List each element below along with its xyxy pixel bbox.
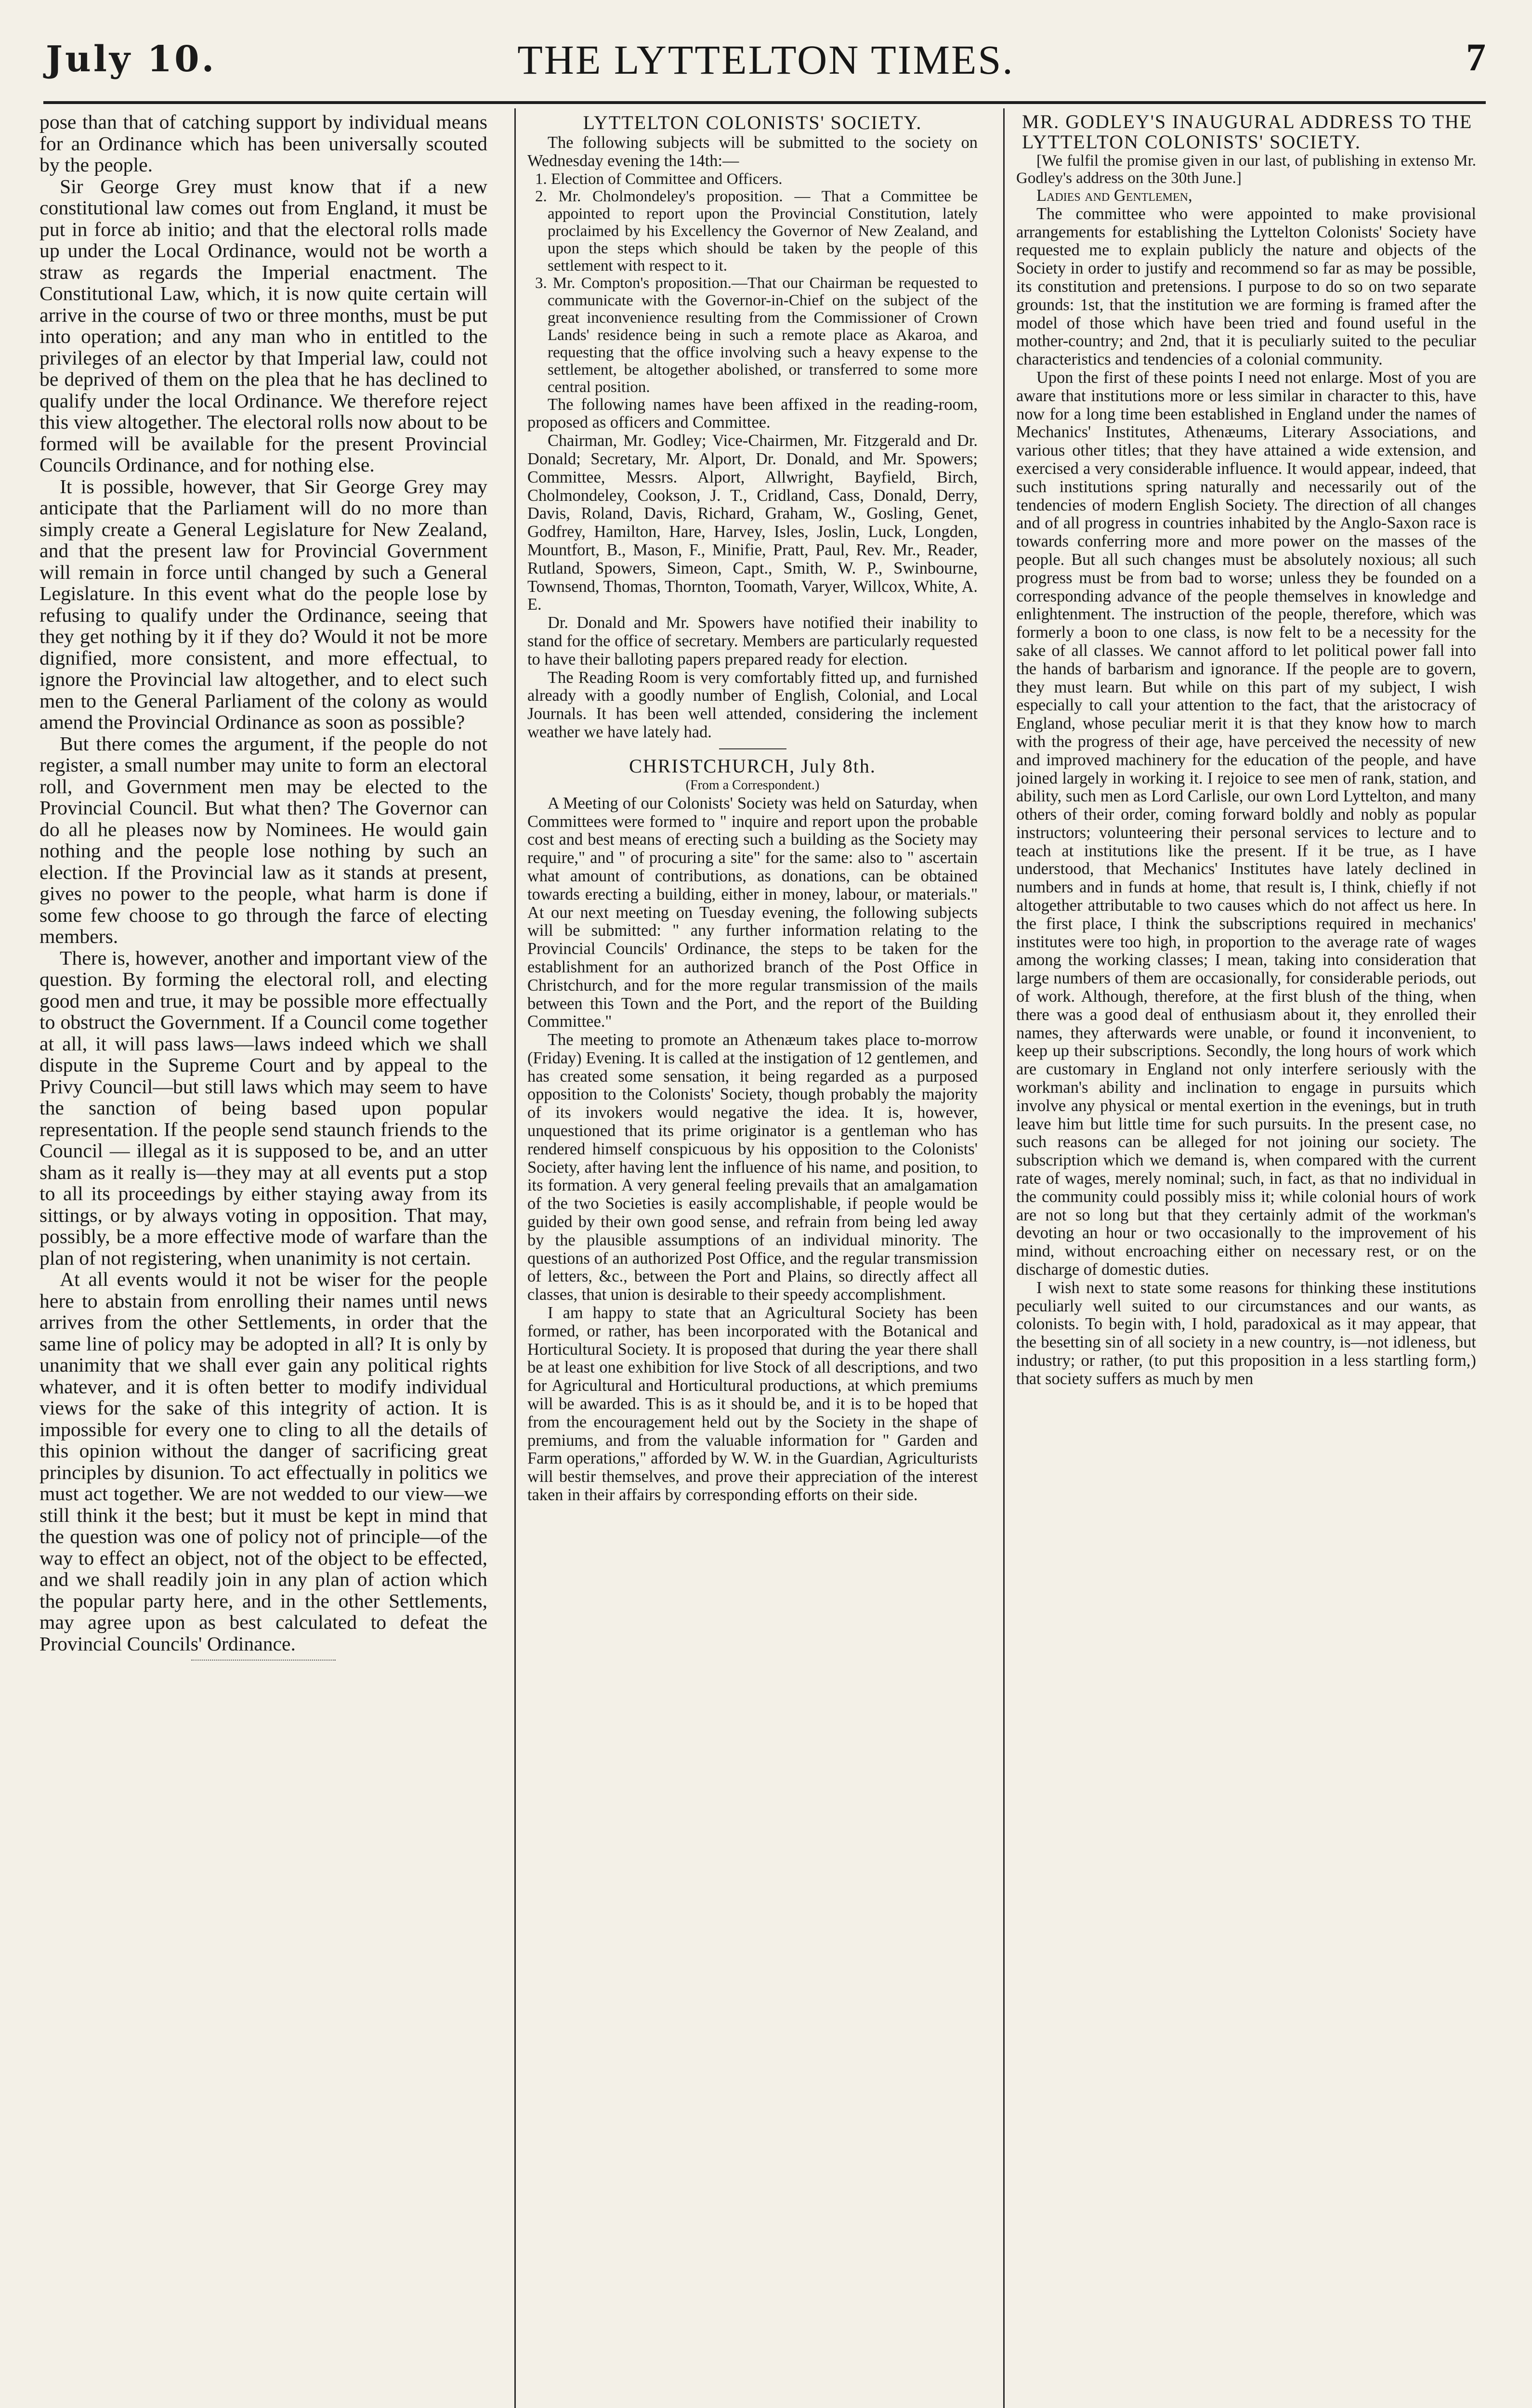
article-paragraph: I wish next to state some reasons for thinking these institutions peculiarly well suited to our circumstances and our wants, as colonists. To begin with, I hold, paradoxical as it may appear, that the besetting sin of all society in a new country, is—not idleness, but industry; or rather, (to put this proposition in a less startling form,) that society suffers as much by men bbox=[1016, 1278, 1476, 1388]
masthead bbox=[46, 34, 1486, 92]
article-paragraph: The following names have been affixed in the reading-room, proposed as officers and Committee. bbox=[527, 395, 978, 432]
article-paragraph: At all events would it not be wiser for the people here to abstain from enrolling their names until news arrives from the other Settlements, in order that the same line of policy may be adopted in all? It is only by unanimity that we shall ever gain any political rights whatever, and it is often better to modify individual views for the sake of this integrity of action. It is impossible for every one to cling to all the details of this opinion without the danger of sacrificing great principles by disunion. To act effectually in politics we must act together. We are not wedded to our view—we still think it the best; but it must be kept in mind that the question was one of policy not of principle—of the way to effect an object, not of the object to be effected, and we shall readily join in any plan of action which the popular party here, and in the other Settlements, may agree upon as best calculated to defeat the Provincial Councils' Ordinance. bbox=[39, 1269, 487, 1655]
article-paragraph: But there comes the argument, if the people do not register, a small number may unite to form an electoral roll, and Government men may be elected to the Provincial Council. But what then? The Governor can do all he pleases now by Nominees. He would gain nothing and the people lose nothing by such an election. If the Provincial law as it stands at present, gives no power to the people, what harm is done if some few choose to go through the farce of electing members. bbox=[39, 733, 487, 948]
article-paragraph: The meeting to promote an Athenæum takes place to-morrow (Friday) Evening. It is called at the instigation of 12 gentlemen, and has created some sensation, it being regarded as a purposed opposition to the Colonists' Society, though probably the majority of its invokers would negative the idea. It is, however, unquestioned that its prime originator is a gentleman who has rendered himself conspicuous by his opposition to the Colonists' Society, after having lent the influence of his name, and position, to its formation. A very general feeling prevails that an amalgamation of the two Societies is easily accomplishable, if people would be guided by their own good sense, and refrain from being led away by the plausible assumptions of an individual minority. The questions of an authorized Post Office, and the regular transmission of letters, &c., between the Port and Plains, so directly affect all classes, that union is desirable to their speedy accomplishment. bbox=[527, 1031, 978, 1304]
article-paragraph: The Reading Room is very comfortably fitted up, and furnished already with a goodly number of English, Colonial, and Local Journals. It has been well attended, considering the inclement weather we have lately had. bbox=[527, 668, 978, 741]
section-heading-godley-address: MR. GODLEY'S INAUGURAL ADDRESS TO THE LYTTELTON COLONISTS' SOCIETY. bbox=[1022, 112, 1473, 153]
agenda-item: 1. Election of Committee and Officers. bbox=[535, 170, 783, 188]
article-paragraph: Sir George Grey must know that if a new constitutional law comes out from England, it must be put in force ab initio; and that the electoral rolls made up under the Local Ordinance, would not be worth a straw as regards the Imperial enactment. The Constitutional Law, which, it is now quite certain will arrive in the course of two or three months, must be put into operation; and any man who in entitled to the privileges of an elector by that Imperial law, could not be deprived of them on the plea that he has declined to qualify under the local Ordinance. We therefore reject this view altogether. The electoral rolls now about to be formed will be available for the present Provincial Councils Ordinance, and for nothing else. bbox=[39, 175, 487, 476]
column-3 bbox=[1016, 112, 1476, 2408]
column-1 bbox=[39, 112, 487, 2408]
article-paragraph: pose than that of catching support by individual means for an Ordinance which has been universally scouted by the people. bbox=[39, 112, 487, 176]
section-heading-colonists-society: LYTTELTON COLONISTS' SOCIETY. bbox=[583, 112, 922, 133]
article-paragraph: It is possible, however, that Sir George Grey may anticipate that the Parliament will do no more than simply create a General Legislature for New Zealand, and that the present law for Provincial Government will remain in force until changed by such a General Legislature. In this event what do the people lose by refusing to qualify under the Ordinance, seeing that they get nothing by it if they do? Would it not be more dignified, more consistent, and more effectual, to ignore the Provincial law altogether, and to elect such men to the General Parliament of the colony as would amend the Provincial Ordinance as soon as possible? bbox=[39, 475, 487, 733]
correspondent-note: (From a Correspondent.) bbox=[685, 777, 820, 793]
society-intro: The following subjects will be submitted to the society on Wednesday evening the 14th:— bbox=[527, 133, 978, 170]
salutation: Ladies and Gentlemen, bbox=[1036, 186, 1192, 205]
article-paragraph: I am happy to state that an Agricultural Society has been formed, or rather, has been incorporated with the Botanical and Horticultural Society. It is proposed that during the year there shall be at least one exhibition for live Stock of all descriptions, and two for Agricultural and Horticultural productions, at which premiums will be awarded. This is as it should be, and it is to be hoped that from the encouragement held out by the Society in the shape of premiums, and from the valuable information for " Garden and Farm operations," afforded by W. W. in the Guardian, Agriculturists will bestir themselves, and prove their appreciation of the interest taken in their affairs by corresponding efforts on their side. bbox=[527, 1304, 978, 1505]
column-2 bbox=[527, 112, 978, 2408]
page-number: 7 bbox=[1466, 35, 1486, 79]
masthead-rule bbox=[43, 101, 1486, 104]
issue-date: July 10. bbox=[46, 39, 217, 80]
article-paragraph: Dr. Donald and Mr. Spowers have notified their inability to stand for the office of secretary. Members are particularly requested to have their balloting papers prepared ready for election. bbox=[527, 614, 978, 668]
column-divider-2 bbox=[1003, 108, 1005, 2408]
article-paragraph: Chairman, Mr. Godley; Vice-Chairmen, Mr. Fitzgerald and Dr. Donald; Secretary, Mr. Alport, Dr. Donald, and Mr. Spowers; Committee, Messrs. Alport, Allwright, Bayfield, Birch, Cholmondeley, Cookson, J. T., Cridland, Cass, Donald, Derry, Davis, Roland, Davis, Richard, Graham, W., Gosling, Genet, Godfrey, Hamilton, Hare, Harvey, Isles, Joslin, Luck, Longden, Mountfort, B., Mason, F., Minifie, Pratt, Paul, Rev. Mr., Reader, Rutland, Spowers, Simeon, Capt., Smith, W. P., Swinbourne, Townsend, Thomas, Thornton, Toomath, Varyer, Willcox, White, A. E. bbox=[527, 432, 978, 614]
article-paragraph: Upon the first of these points I need not enlarge. Most of you are aware that institutions more or less similar in character to this, have now for a long time been established in England under the names of Mechanics' Institutes, Athenæums, Literary Associations, and various other titles; that they have attained a wide extension, and exercised a very considerable influence. It would appear, indeed, that such institutions spring naturally and necessarily out of the tendencies of modern English Society. The direction of all changes and of all progress in countries inhabited by the Anglo-Saxon race is towards conferring more and more power on the masses of the people. But all such changes must be absolutely noxious; all such progress must be from bad to worse; unless they be founded on a corresponding advance of the people themselves in knowledge and enlightenment. The instruction of the people, therefore, which was formerly a boon to one class, is now felt to be a necessity for the sake of all classes. We cannot afford to let political power fall into the hands of barbarism and ignorance. If the people are to govern, they must learn. But while on this part of my subject, I wish especially to call your attention to the fact, that the aristocracy of England, whose peculiar merit it is that they know how to march with the progress of their age, have perceived the necessity of new and improved machinery for the education of the people, and have joined largely in working it. I rejoice to see men of rank, station, and ability, such men as Lord Carlisle, our own Lord Lyttelton, and many others of their order, coming forward boldly and nobly as popular instructors; volunteering their personal services to lecture and to teach at institutions like the present. If it be true, as I have understood, that Mechanics' Institutes have lately declined in numbers and in funds at home, that result is, I think, chiefly if not altogether attributable to two causes which do not affect us here. In the first place, I think the subscriptions required in mechanics' institutes were too high, in proportion to the average rate of wages among the working classes; I mean, taking into consideration that large numbers of them are occasionally, for considerable periods, out of work. Although, therefore, at the first blush of the thing, when there was a good deal of enthusiasm about it, they enrolled their names, they afterwards were unable, or found it inconvenient, to keep up their subscriptions. Secondly, the long hours of work which are customary in England not only interfere seriously with the workman's ability and inclination to engage in pursuits which involve any physical or mental exertion in the evenings, but in truth leave him but little time for such pursuits. In the present case, no such reasons can be alleged for not joining our society. The subscription which we demand is, when compared with the current rate of wages, merely nominal; such, in fact, as that no individual in the community could possibly miss it; while colonial hours of work are not so long but that they certainly admit of the workman's devoting an hour or two occasionally to the improvement of his mind, without encroaching either on necessary rest, or on the discharge of domestic duties. bbox=[1016, 368, 1476, 1279]
article-paragraph: A Meeting of our Colonists' Society was held on Saturday, when Committees were formed to " inquire and report upon the probable cost and best means of erecting such a building as the Society may require," and " of procuring a site" for the same: also to " ascertain what amount of contributions, as donations, can be obtained towards erecting a building, either in money, labour, or materials." At our next meeting on Tuesday evening, the following subjects will be submitted: " any further information relating to the Provincial Councils' Ordinance, the steps to be taken for the establishment for an authorized branch of the Post Office in Christchurch, and for the more regular transmission of the mails between this Town and the Port, and the report of the Building Committee." bbox=[527, 794, 978, 1031]
editor-note: [We fulfil the promise given in our last, of publishing in extenso Mr. Godley's address on the 30th June.] bbox=[1016, 152, 1476, 187]
section-heading-christchurch: CHRISTCHURCH, July 8th. bbox=[629, 755, 876, 777]
agenda-item: 3. Mr. Compton's proposition.—That our Chairman be requested to communicate with the Governor-in-Chief on the subject of the great inconvenience resulting from the Commissioner of Crown Lands' residence being in such a remote place as Akaroa, and requesting that the office involving such a heavy expense to the settlement, be altogether abolished, or transferred to some more central position. bbox=[535, 274, 978, 396]
article-paragraph: The committee who were appointed to make provisional arrangements for establishing the Lyttelton Colonists' Society have requested me to explain publicly the nature and objects of the Society in order to justify and recommend so far as may be possible, its constitution and pretensions. I purpose to do so on two separate grounds: 1st, that the institution we are forming is framed after the model of those which have been tried and found useful in the mother-country; and 2nd, that it is peculiarly suited to the peculiar characteristics and tendencies of a colonial community. bbox=[1016, 204, 1476, 369]
column-divider-1 bbox=[514, 108, 516, 2408]
article-paragraph: There is, however, another and important view of the question. By forming the electoral roll, and electing good men and true, it may be possible more effectually to obstruct the Government. If a Council come together at all, it will pass laws—laws indeed which we shall dispute in the Supreme Court and by appeal to the Privy Council—but still laws which may seem to have the sanction of being based upon popular representation. If the people send staunch friends to the Council — illegal as it is supposed to be, and an utter sham as it really is—they may at all events put a stop to all its proceedings by either staying away from its sittings, or by always voting in opposition. That may, possibly, be a more effective mode of warfare than the plan of not registering, when unanimity is not certain. bbox=[39, 947, 487, 1269]
agenda-item: 2. Mr. Cholmondeley's proposition. — That a Committee be appointed to report upon the Provincial Constitution, lately proclaimed by his Excellency the Governor of New Zealand, and upon the steps which should be taken by the people of this settlement with respect to it. bbox=[535, 187, 978, 275]
newspaper-title: THE LYTTELTON TIMES. bbox=[517, 37, 1014, 83]
section-separator bbox=[719, 748, 786, 749]
end-rule bbox=[191, 1660, 336, 1661]
